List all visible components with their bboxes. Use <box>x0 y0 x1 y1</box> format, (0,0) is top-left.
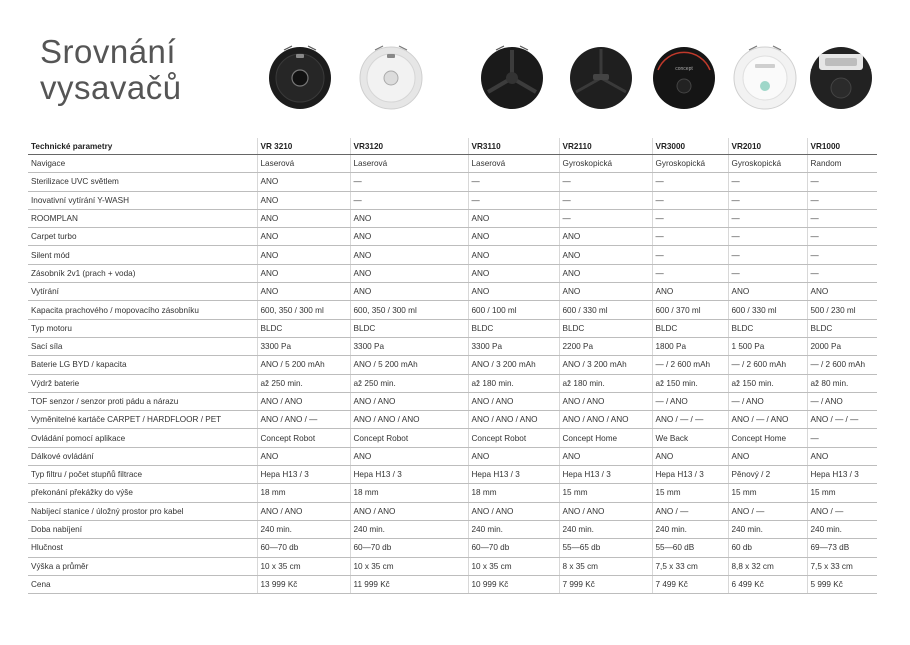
parameter-value: Random <box>807 155 877 173</box>
parameter-value: 18 mm <box>257 484 350 502</box>
parameter-value: ANO <box>350 264 468 282</box>
parameter-value: — <box>468 191 559 209</box>
parameter-value: ANO <box>559 264 652 282</box>
parameter-value: Hepa H13 / 3 <box>257 466 350 484</box>
parameter-value: ANO <box>468 246 559 264</box>
parameter-value: ANO / 3 200 mAh <box>559 356 652 374</box>
parameter-value: až 180 min. <box>559 374 652 392</box>
parameter-value: — <box>807 191 877 209</box>
parameter-value: až 150 min. <box>728 374 807 392</box>
parameter-value: Hepa H13 / 3 <box>350 466 468 484</box>
parameter-value: Hepa H13 / 3 <box>468 466 559 484</box>
table-row <box>28 447 877 465</box>
parameter-value: ANO / ANO <box>350 392 468 410</box>
parameter-value: BLDC <box>350 319 468 337</box>
page-title: Srovnání vysavačů <box>40 33 182 106</box>
parameter-value: 60—70 db <box>468 539 559 557</box>
parameter-value: Pěnový / 2 <box>728 466 807 484</box>
parameter-value: Hepa H13 / 3 <box>559 466 652 484</box>
parameter-value: — <box>807 173 877 191</box>
parameter-value: ANO <box>350 447 468 465</box>
parameter-value: 3300 Pa <box>257 337 350 355</box>
parameter-value: 15 mm <box>807 484 877 502</box>
parameter-value: ANO <box>468 447 559 465</box>
table-row <box>28 575 877 593</box>
table-row <box>28 283 877 301</box>
parameter-value: ANO / ANO <box>468 392 559 410</box>
parameter-value: — <box>728 264 807 282</box>
parameter-value: ANO / — <box>807 502 877 520</box>
parameter-value: BLDC <box>559 319 652 337</box>
robot-vacuum-black-gyro-icon <box>648 40 720 112</box>
table-row <box>28 173 877 191</box>
parameter-value: 7 999 Kč <box>559 575 652 593</box>
header-model: VR 3210 <box>257 138 350 155</box>
parameter-value: ANO <box>559 246 652 264</box>
parameter-value: 500 / 230 ml <box>807 301 877 319</box>
parameter-name: Výška a průměr <box>28 557 257 575</box>
parameter-value: 60 db <box>728 539 807 557</box>
table-row <box>28 337 877 355</box>
parameter-value: 240 min. <box>468 520 559 538</box>
parameter-value: ANO / — <box>728 502 807 520</box>
table-row <box>28 557 877 575</box>
table-row <box>28 319 877 337</box>
parameter-value: — / ANO <box>728 392 807 410</box>
parameter-value: — <box>559 173 652 191</box>
parameter-value: ANO / — / — <box>807 411 877 429</box>
parameter-value: — <box>652 173 728 191</box>
parameter-value: — / 2 600 mAh <box>728 356 807 374</box>
parameter-name: Sací síla <box>28 337 257 355</box>
parameter-value: ANO / — <box>652 502 728 520</box>
header-model: VR3110 <box>468 138 559 155</box>
parameter-value: ANO <box>257 191 350 209</box>
parameter-value: ANO <box>807 283 877 301</box>
parameter-name: Nabíjecí stanice / úložný prostor pro kabel <box>28 502 257 520</box>
parameter-value: ANO <box>257 264 350 282</box>
parameter-value: 18 mm <box>350 484 468 502</box>
parameter-value: 600 / 330 ml <box>559 301 652 319</box>
header-model: VR3000 <box>652 138 728 155</box>
parameter-value: ANO / — / ANO <box>728 411 807 429</box>
parameter-value: ANO <box>350 209 468 227</box>
parameter-value: 69—73 dB <box>807 539 877 557</box>
parameter-value: až 80 min. <box>807 374 877 392</box>
table-row <box>28 374 877 392</box>
table-row <box>28 466 877 484</box>
parameter-name: Silent mód <box>28 246 257 264</box>
parameter-name: Sterilizace UVC světlem <box>28 173 257 191</box>
parameter-name: Dálkové ovládání <box>28 447 257 465</box>
parameter-value: 10 999 Kč <box>468 575 559 593</box>
parameter-value: — <box>728 228 807 246</box>
parameter-value: 8,8 x 32 cm <box>728 557 807 575</box>
parameter-value: ANO <box>350 228 468 246</box>
parameter-value: ANO <box>652 447 728 465</box>
parameter-value: — <box>652 228 728 246</box>
parameter-value: ANO <box>728 283 807 301</box>
parameter-value: ANO <box>257 283 350 301</box>
parameter-value: Concept Home <box>559 429 652 447</box>
parameter-value: 600 / 330 ml <box>728 301 807 319</box>
parameter-value: ANO <box>468 264 559 282</box>
table-row <box>28 246 877 264</box>
table-header-row <box>28 138 877 155</box>
parameter-value: 8 x 35 cm <box>559 557 652 575</box>
parameter-value: Hepa H13 / 3 <box>652 466 728 484</box>
parameter-value: BLDC <box>468 319 559 337</box>
parameter-name: Doba nabíjení <box>28 520 257 538</box>
parameter-value: ANO <box>350 283 468 301</box>
parameter-value: Gyroskopická <box>652 155 728 173</box>
parameter-value: až 150 min. <box>652 374 728 392</box>
parameter-value: Laserová <box>468 155 559 173</box>
header-parameters: Technické parametry <box>28 138 257 155</box>
comparison-table <box>28 138 877 594</box>
svg-text:concept: concept <box>675 66 693 72</box>
parameter-value: ANO / 3 200 mAh <box>468 356 559 374</box>
parameter-value: 600, 350 / 300 ml <box>257 301 350 319</box>
parameter-value: až 250 min. <box>350 374 468 392</box>
parameter-name: Kapacita prachového / mopovacího zásobníku <box>28 301 257 319</box>
parameter-value: ANO / ANO <box>559 502 652 520</box>
parameter-value: 240 min. <box>257 520 350 538</box>
parameter-value: Concept Robot <box>350 429 468 447</box>
parameter-value: — <box>559 191 652 209</box>
parameter-value: 3300 Pa <box>350 337 468 355</box>
parameter-value: — <box>652 246 728 264</box>
parameter-value: — <box>807 246 877 264</box>
parameter-value: ANO / ANO / ANO <box>468 411 559 429</box>
parameter-value: Concept Robot <box>468 429 559 447</box>
parameter-value: 3300 Pa <box>468 337 559 355</box>
parameter-value: Gyroskopická <box>728 155 807 173</box>
parameter-value: 11 999 Kč <box>350 575 468 593</box>
table-row <box>28 520 877 538</box>
parameter-value: ANO / ANO / ANO <box>559 411 652 429</box>
robot-vacuum-white-gyro-icon <box>729 40 801 112</box>
parameter-value: ANO <box>257 228 350 246</box>
table-row <box>28 228 877 246</box>
parameter-value: ANO / ANO <box>257 392 350 410</box>
parameter-value: ANO <box>559 283 652 301</box>
table-row <box>28 502 877 520</box>
parameter-value: ANO / ANO / ANO <box>350 411 468 429</box>
parameter-value: 5 999 Kč <box>807 575 877 593</box>
parameter-value: 60—70 db <box>257 539 350 557</box>
parameter-value: — / ANO <box>652 392 728 410</box>
table-row <box>28 392 877 410</box>
parameter-name: překonání překážky do výše <box>28 484 257 502</box>
parameter-value: — <box>652 264 728 282</box>
parameter-value: 55—60 dB <box>652 539 728 557</box>
parameter-value: ANO <box>257 209 350 227</box>
parameter-value: — <box>559 209 652 227</box>
parameter-value: 240 min. <box>559 520 652 538</box>
parameter-value: ANO / ANO <box>468 502 559 520</box>
robot-vacuum-black-random-icon <box>805 40 877 112</box>
parameter-value: — <box>807 264 877 282</box>
table-row <box>28 356 877 374</box>
parameter-value: 600, 350 / 300 ml <box>350 301 468 319</box>
parameter-value: ANO <box>468 283 559 301</box>
parameter-value: 55—65 db <box>559 539 652 557</box>
parameter-value: ANO / 5 200 mAh <box>350 356 468 374</box>
parameter-value: — <box>468 173 559 191</box>
table-row <box>28 539 877 557</box>
parameter-name: Hlučnost <box>28 539 257 557</box>
table-row <box>28 264 877 282</box>
parameter-value: — <box>728 173 807 191</box>
parameter-value: 2000 Pa <box>807 337 877 355</box>
parameter-name: Výdrž baterie <box>28 374 257 392</box>
parameter-value: 6 499 Kč <box>728 575 807 593</box>
robot-vacuum-black-gyro-icon <box>565 40 637 112</box>
parameter-value: až 250 min. <box>257 374 350 392</box>
parameter-value: 15 mm <box>559 484 652 502</box>
parameter-value: 240 min. <box>350 520 468 538</box>
parameter-name: TOF senzor / senzor proti pádu a nárazu <box>28 392 257 410</box>
parameter-value: ANO <box>807 447 877 465</box>
parameter-value: 15 mm <box>652 484 728 502</box>
parameter-value: — / 2 600 mAh <box>807 356 877 374</box>
parameter-value: — <box>728 246 807 264</box>
parameter-name: ROOMPLAN <box>28 209 257 227</box>
parameter-value: 10 x 35 cm <box>468 557 559 575</box>
table-row <box>28 191 877 209</box>
parameter-value: Laserová <box>257 155 350 173</box>
parameter-value: 240 min. <box>652 520 728 538</box>
parameter-value: BLDC <box>728 319 807 337</box>
parameter-value: Concept Home <box>728 429 807 447</box>
parameter-name: Typ motoru <box>28 319 257 337</box>
parameter-value: 1 500 Pa <box>728 337 807 355</box>
parameter-value: — <box>652 191 728 209</box>
parameter-value: 13 999 Kč <box>257 575 350 593</box>
parameter-value: Gyroskopická <box>559 155 652 173</box>
parameter-value: 240 min. <box>807 520 877 538</box>
parameter-value: ANO <box>257 173 350 191</box>
parameter-value: — <box>350 191 468 209</box>
parameter-value: BLDC <box>257 319 350 337</box>
parameter-value: ANO <box>468 209 559 227</box>
parameter-name: Vyměnitelné kartáče CARPET / HARDFLOOR / PET <box>28 411 257 429</box>
parameter-value: ANO / — / — <box>652 411 728 429</box>
parameter-value: — <box>652 209 728 227</box>
header-model: VR2010 <box>728 138 807 155</box>
parameter-value: 18 mm <box>468 484 559 502</box>
parameter-value: 10 x 35 cm <box>257 557 350 575</box>
parameter-value: — <box>350 173 468 191</box>
parameter-value: Hepa H13 / 3 <box>807 466 877 484</box>
parameter-value: ANO <box>559 447 652 465</box>
parameter-value: 2200 Pa <box>559 337 652 355</box>
table-row <box>28 429 877 447</box>
parameter-value: ANO / ANO <box>257 502 350 520</box>
parameter-value: 60—70 db <box>350 539 468 557</box>
parameter-value: ANO / ANO <box>350 502 468 520</box>
parameter-name: Inovativní vytírání Y-WASH <box>28 191 257 209</box>
parameter-value: — / 2 600 mAh <box>652 356 728 374</box>
header-model: VR1000 <box>807 138 877 155</box>
parameter-value: až 180 min. <box>468 374 559 392</box>
parameter-value: — <box>807 429 877 447</box>
parameter-value: ANO <box>257 447 350 465</box>
parameter-value: 7 499 Kč <box>652 575 728 593</box>
parameter-name: Ovládání pomocí aplikace <box>28 429 257 447</box>
parameter-name: Typ filtru / počet stupňů filtrace <box>28 466 257 484</box>
parameter-value: ANO <box>728 447 807 465</box>
parameter-value: — / ANO <box>807 392 877 410</box>
parameter-value: 240 min. <box>728 520 807 538</box>
parameter-value: — <box>728 209 807 227</box>
parameter-name: Cena <box>28 575 257 593</box>
parameter-name: Navigace <box>28 155 257 173</box>
parameter-value: 1800 Pa <box>652 337 728 355</box>
parameter-value: ANO / 5 200 mAh <box>257 356 350 374</box>
parameter-value: ANO / ANO <box>559 392 652 410</box>
table-row <box>28 411 877 429</box>
parameter-name: Vytírání <box>28 283 257 301</box>
header-model: VR2110 <box>559 138 652 155</box>
robot-vacuum-black-laser-icon <box>476 40 548 112</box>
parameter-value: — <box>807 228 877 246</box>
parameter-value: ANO / ANO / — <box>257 411 350 429</box>
header-model: VR3120 <box>350 138 468 155</box>
parameter-value: ANO <box>350 246 468 264</box>
table-row <box>28 484 877 502</box>
parameter-value: 7,5 x 33 cm <box>807 557 877 575</box>
parameter-value: BLDC <box>807 319 877 337</box>
parameter-value: BLDC <box>652 319 728 337</box>
parameter-value: ANO <box>468 228 559 246</box>
parameter-value: We Back <box>652 429 728 447</box>
parameter-name: Baterie LG BYD / kapacita <box>28 356 257 374</box>
parameter-name: Carpet turbo <box>28 228 257 246</box>
parameter-value: 600 / 370 ml <box>652 301 728 319</box>
parameter-value: 15 mm <box>728 484 807 502</box>
parameter-value: 7,5 x 33 cm <box>652 557 728 575</box>
parameter-value: — <box>728 191 807 209</box>
table-row <box>28 209 877 227</box>
parameter-name: Zásobník 2v1 (prach + voda) <box>28 264 257 282</box>
parameter-value: 10 x 35 cm <box>350 557 468 575</box>
parameter-value: 600 / 100 ml <box>468 301 559 319</box>
parameter-value: ANO <box>559 228 652 246</box>
parameter-value: ANO <box>257 246 350 264</box>
parameter-value: Laserová <box>350 155 468 173</box>
table-row <box>28 155 877 173</box>
robot-vacuum-white-laser-icon <box>355 40 427 112</box>
robot-vacuum-black-laser-icon <box>264 40 336 112</box>
table-row <box>28 301 877 319</box>
parameter-value: — <box>807 209 877 227</box>
parameter-value: ANO <box>652 283 728 301</box>
parameter-value: Concept Robot <box>257 429 350 447</box>
